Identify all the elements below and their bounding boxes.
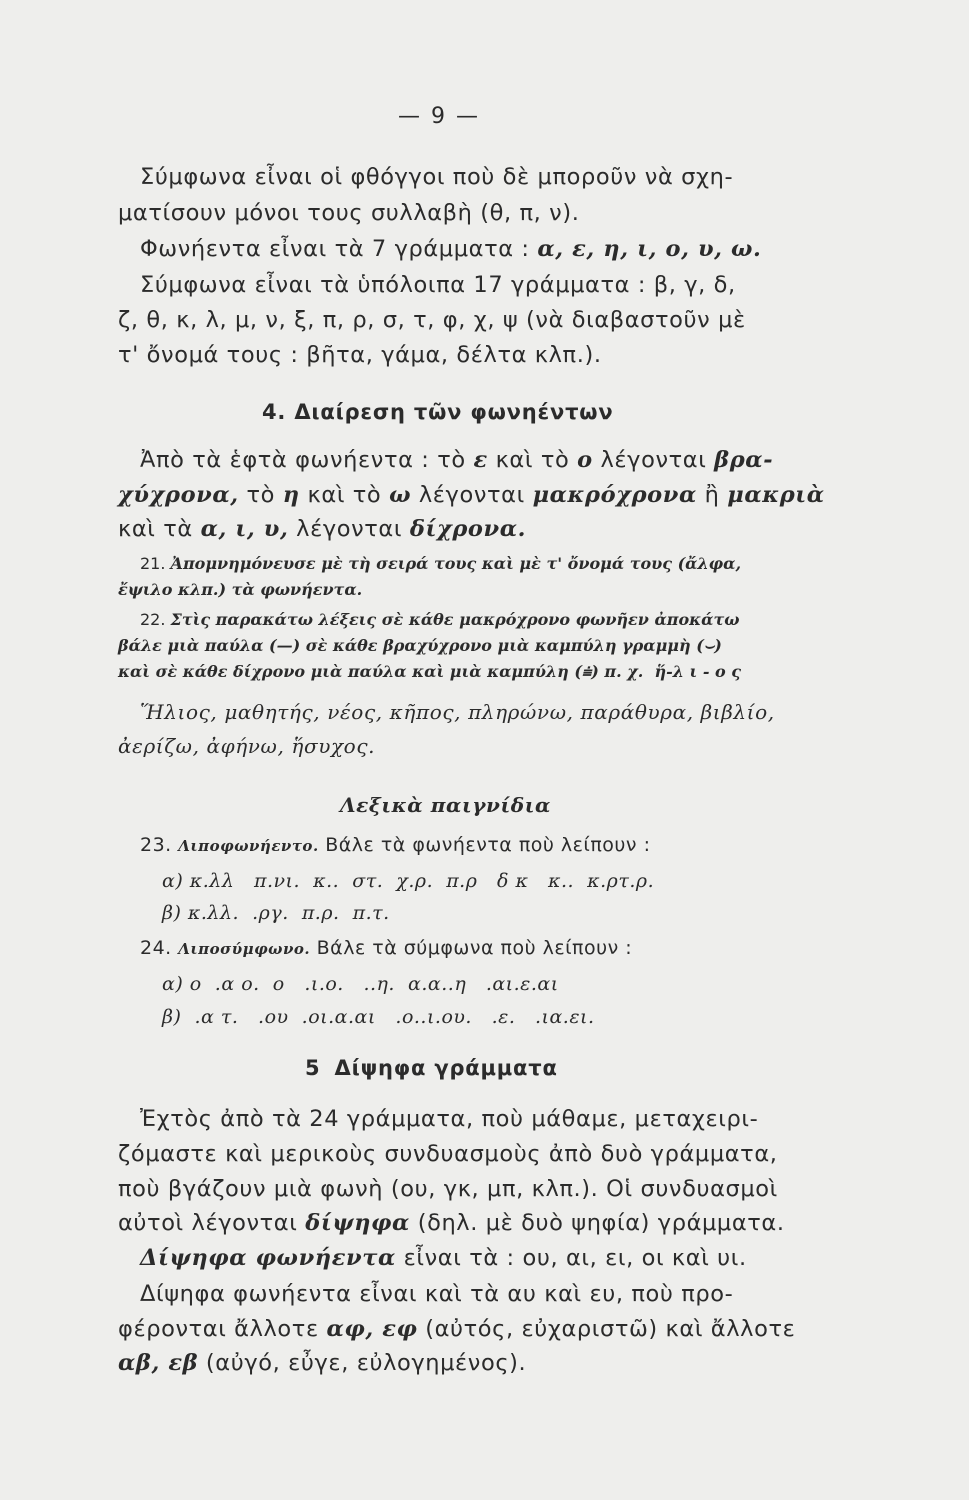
exercise-23-instruction: Βάλε τὰ φωνήεντα ποὺ λείπουν : — [325, 834, 651, 856]
au-eu-line-3 — [118, 1350, 526, 1376]
term-av-ev: αβ, εβ — [118, 1350, 199, 1376]
digraph-paragraph-line-4 — [118, 1210, 785, 1236]
text: λέγονται — [418, 482, 525, 508]
exercise-21-text: Ἀπομνημόνευσε μὲ τὴ σειρά τους καὶ μὲ τ' ὄνομά τους (ἄλφα, — [170, 554, 742, 573]
exercise-22-text-3: καὶ σὲ κάθε δίχρονο μιὰ παύλα καὶ μιὰ καμπύλη (⩧) π. χ. — [118, 662, 644, 681]
vowels-sentence — [140, 236, 761, 262]
exercise-21-line-1 — [140, 554, 741, 573]
text: (αὐτός, εὐχαριστῶ) καὶ ἄλλοτε — [425, 1316, 796, 1342]
exercise-22-text: Στὶς παρακάτω λέξεις σὲ κάθε μακρόχρονο φωνῆεν ἀποκάτω — [170, 610, 740, 629]
exercise-23-label: Λιποφωνήεντο. — [178, 837, 319, 855]
digraph-paragraph-line-3: ποὺ βγάζουν μιὰ φωνὴ (ου, γκ, μπ, κλπ.). Οἱ συνδυασμοὶ — [118, 1176, 778, 1202]
section-5-title: Δίψηφα γράμματα — [334, 1056, 558, 1080]
vowels-intro: Φωνήεντα εἶναι τὰ 7 γράμματα : — [140, 236, 530, 262]
exercise-21-number: 21. — [140, 554, 166, 573]
vowel-division-line-2 — [118, 482, 825, 508]
text: (δηλ. μὲ δυὸ ψηφία) γράμματα. — [417, 1210, 785, 1236]
paragraph-consonants-line-2: ματίσουν μόνοι τους συλλαβὴ (θ, π, ν). — [118, 200, 580, 226]
term-af-ef: αφ, εφ — [326, 1316, 418, 1342]
term-long: μακρόχρονα — [532, 482, 697, 508]
digraph-vowels-line — [140, 1245, 747, 1271]
digraph-paragraph-line-1: Ἐχτὸς ἀπὸ τὰ 24 γράμματα, ποὺ μάθαμε, μεταχειρι- — [140, 1106, 759, 1132]
vowel-division-line-3 — [118, 516, 526, 542]
letters-dichrona: α, ι, υ, — [200, 516, 289, 542]
exercise-23-heading — [140, 834, 650, 856]
exercise-22-words-1: Ἥλιος, μαθητής, νέος, κῆπος, πληρώνω, παράθυρα, βιβλίο, — [140, 700, 775, 724]
text: φέρονται ἄλλοτε — [118, 1316, 319, 1342]
section-5-number: 5 — [305, 1056, 321, 1080]
exercise-24-label: Λιποσύμφωνο. — [178, 940, 311, 958]
au-eu-line-1: Δίψηφα φωνήεντα εἶναι καὶ τὰ αυ καὶ ευ, ποὺ προ- — [140, 1281, 734, 1307]
digraph-paragraph-line-2: ζόμαστε καὶ μερικοὺς συνδυασμοὺς ἀπὸ δυὸ γράμματα, — [118, 1141, 778, 1167]
exercise-22-words-2: ἀερίζω, ἀφήνω, ἥσυχος. — [118, 734, 376, 758]
exercise-21-line-2: ἔψιλο κλπ.) τὰ φωνήεντα. — [118, 580, 363, 599]
text: λέγονται — [296, 516, 403, 542]
exercise-22-example: ἥ-λ ι - ο ς — [654, 662, 742, 681]
text: ἢ — [704, 482, 720, 508]
section-4-number: 4. — [262, 400, 287, 424]
exercise-24-heading — [140, 937, 632, 959]
consonants-line-1: Σύμφωνα εἶναι τὰ ὑπόλοιπα 17 γράμματα : β, γ, δ, — [140, 272, 736, 298]
vowel-division-line-1 — [140, 447, 773, 473]
consonants-line-2: ζ, θ, κ, λ, μ, ν, ξ, π, ρ, σ, τ, φ, χ, ψ (νὰ διαβαστοῦν μὲ — [118, 307, 746, 333]
exercise-22-line-2: βάλε μιὰ παύλα (—) σὲ κάθε βραχύχρονο μιὰ καμπύλη γραμμὴ (⌣) — [118, 636, 722, 655]
word-games-heading: Λεξικὰ παιγνίδια — [340, 793, 552, 817]
page-number: — 9 — — [398, 104, 480, 129]
term-digraph: δίψηφα — [305, 1210, 410, 1236]
exercise-24-number: 24. — [140, 937, 172, 959]
consonants-line-3: τ' ὄνομά τους : βῆτα, γάμα, δέλτα κλπ.). — [118, 342, 602, 368]
exercise-24-instruction: Βάλε τὰ σύμφωνα ποὺ λείπουν : — [316, 937, 633, 959]
text: καὶ τὸ — [307, 482, 382, 508]
letter-omicron: ο — [577, 447, 593, 473]
exercise-23-row-a: α) κ.λλ π.νι. κ.. στ. χ.ρ. π.ρ δ κ κ.. κ.ρτ.ρ. — [162, 870, 655, 892]
text: αὐτοὶ λέγονται — [118, 1210, 298, 1236]
section-4-title: Διαίρεση τῶν φωνηέντων — [294, 400, 614, 424]
text: Ἀπὸ τὰ ἑφτὰ φωνήεντα : τὸ — [140, 447, 466, 473]
exercise-22-line-1 — [140, 610, 739, 629]
letter-eta: η — [282, 482, 300, 508]
exercise-22-number: 22. — [140, 610, 166, 629]
text: (αὐγό, εὖγε, εὐλογημένος). — [205, 1350, 527, 1376]
paragraph-consonants-line-1: Σύμφωνα εἶναι οἱ φθόγγοι ποὺ δὲ μποροῦν νὰ σχη- — [140, 164, 734, 190]
letter-epsilon: ε — [473, 447, 488, 473]
text: εἶναι τὰ : ου, αι, ει, οι καὶ υι. — [403, 1245, 747, 1271]
text: καὶ τὰ — [118, 516, 193, 542]
section-5-heading — [305, 1056, 558, 1080]
section-4-heading — [262, 400, 613, 424]
exercise-23-row-b: β) κ.λλ. .ργ. π.ρ. π.τ. — [162, 902, 390, 924]
letter-omega: ω — [389, 482, 412, 508]
exercise-22-line-3 — [118, 662, 741, 682]
vowels-list: α, ε, η, ι, ο, υ, ω. — [537, 236, 762, 262]
text: καὶ τὸ — [495, 447, 570, 473]
au-eu-line-2 — [118, 1316, 795, 1342]
term-short-cont: χύχρονα, — [118, 482, 239, 508]
term-dichrona: δίχρονα. — [409, 516, 527, 542]
text: τὸ — [246, 482, 276, 508]
term-long-alt: μακριὰ — [727, 482, 825, 508]
exercise-24-row-a: α) ο .α ο. ο .ι.ο. ..η. α.α..η .αι.ε.αι — [162, 973, 559, 995]
text: λέγονται — [600, 447, 707, 473]
term-digraph-vowels: Δίψηφα φωνήεντα — [140, 1245, 396, 1271]
exercise-24-row-b: β) .α τ. .ου .οι.α.αι .ο..ι.ου. .ε. .ια.ει. — [162, 1006, 595, 1028]
exercise-23-number: 23. — [140, 834, 172, 856]
term-short: βρα- — [714, 447, 774, 473]
